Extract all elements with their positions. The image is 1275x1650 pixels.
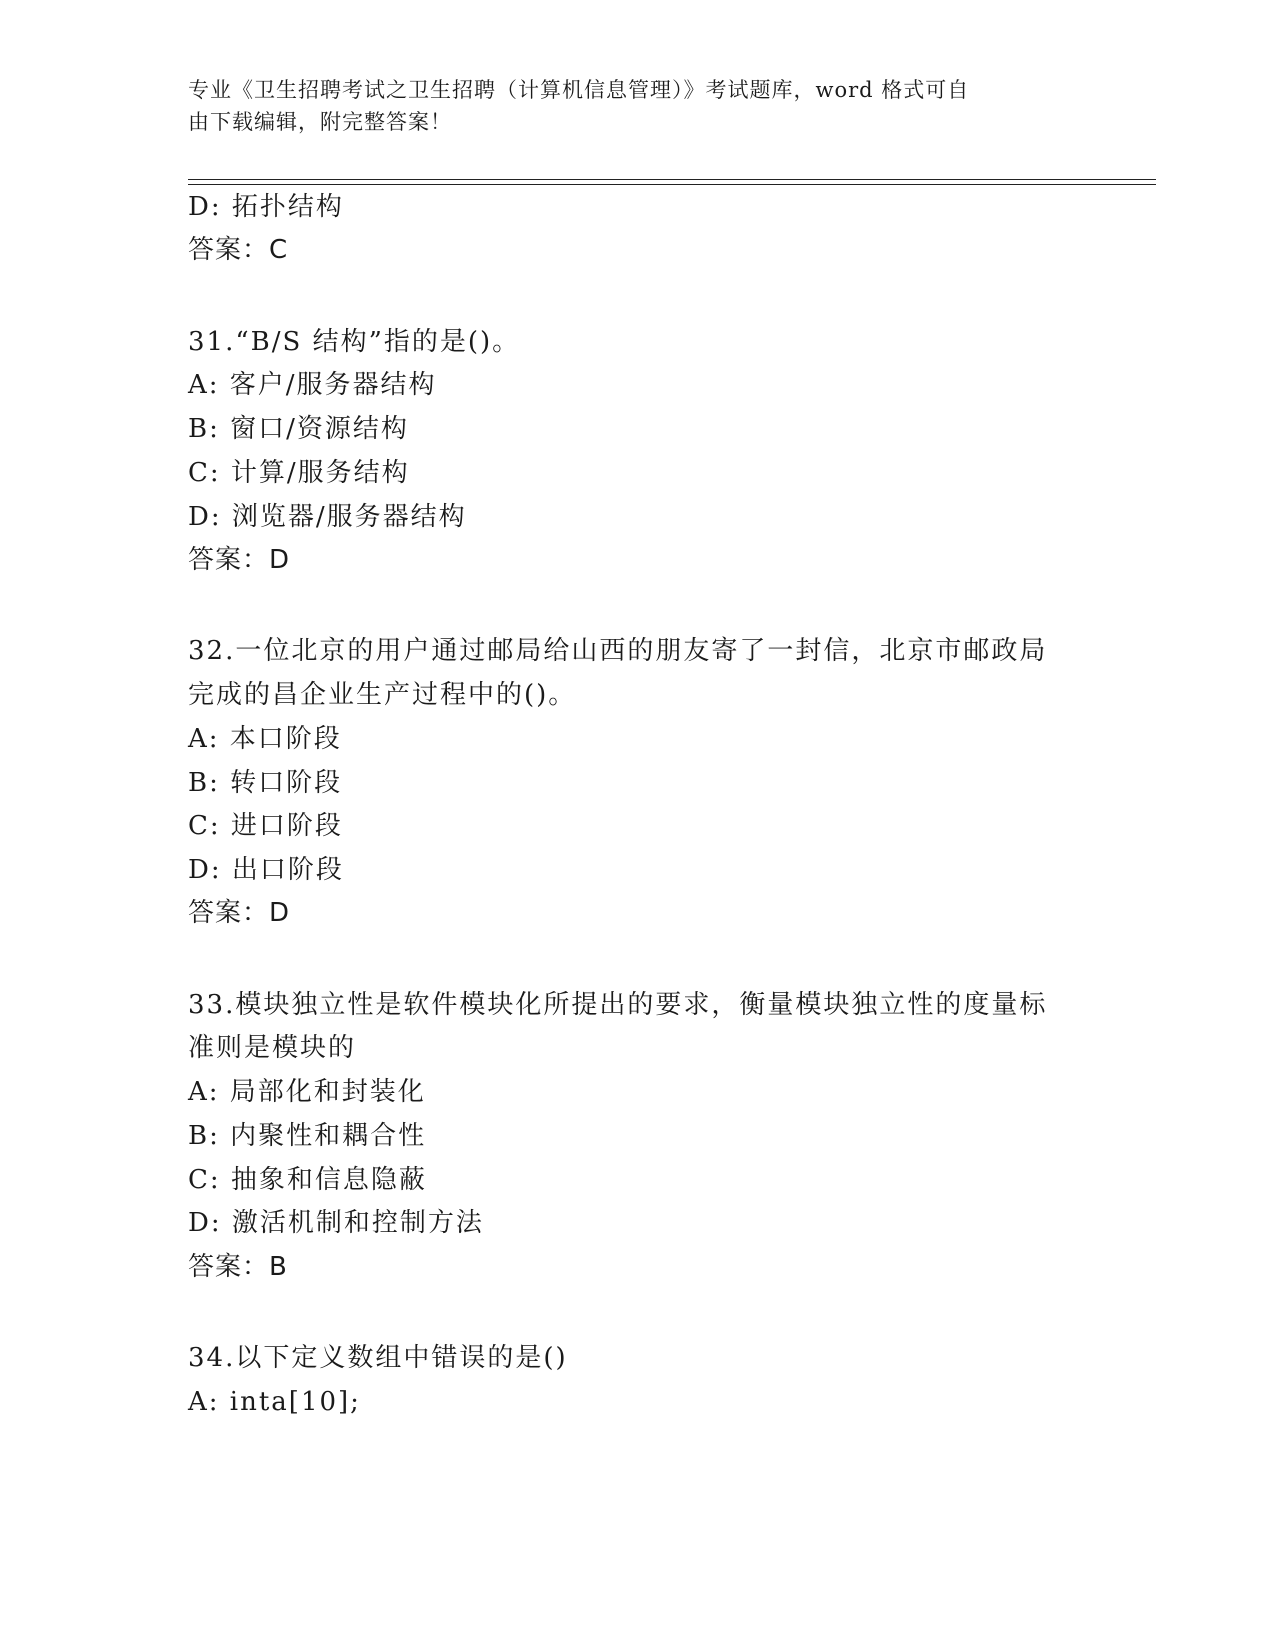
question-31-option-c: C: 计算/服务结构 [188,458,410,488]
question-34-stem: 34.以下定义数组中错误的是() [188,1343,568,1373]
question-32-stem-line-1: 32.一位北京的用户通过邮局给山西的朋友寄了一封信，北京市邮政局 [188,636,1048,666]
header-line-1: 专业《卫生招聘考试之卫生招聘（计算机信息管理）》考试题库，word 格式可自 [188,78,970,102]
question-31-option-b: B: 窗口/资源结构 [188,414,409,444]
question-32-option-d: D: 出口阶段 [188,855,344,885]
question-31-option-d: D: 浏览器/服务器结构 [188,502,467,532]
question-31-option-a: A: 客户/服务器结构 [188,370,437,400]
question-32-option-b: B: 转口阶段 [188,768,343,798]
question-32-stem-line-2: 完成的昌企业生产过程中的()。 [188,680,577,710]
question-32-option-a: A: 本口阶段 [188,724,342,754]
question-33-answer: 答案：B [188,1252,288,1282]
question-31-answer: 答案：D [188,545,291,575]
question-32-option-c: C: 进口阶段 [188,811,343,841]
question-33-stem-line-2: 准则是模块的 [188,1033,357,1063]
question-32-answer: 答案：D [188,898,291,928]
header-divider-top [188,179,1156,180]
header-line-2: 由下载编辑，附完整答案！ [188,110,452,134]
document-header [188,74,1088,138]
question-33-option-d: D: 激活机制和控制方法 [188,1208,484,1238]
question-34-option-a: A: inta[10]; [188,1387,361,1417]
header-divider-bottom [188,184,1156,185]
question-33-stem-line-1: 33.模块独立性是软件模块化所提出的要求，衡量模块独立性的度量标 [188,990,1048,1020]
answer-previous: 答案：C [188,235,289,265]
question-33-option-c: C: 抽象和信息隐蔽 [188,1165,427,1195]
question-31-stem: 31.“B/S 结构”指的是()。 [188,327,521,357]
question-33-option-b: B: 内聚性和耦合性 [188,1121,427,1151]
option-d-previous: D: 拓扑结构 [188,192,344,222]
question-33-option-a: A: 局部化和封装化 [188,1077,426,1107]
